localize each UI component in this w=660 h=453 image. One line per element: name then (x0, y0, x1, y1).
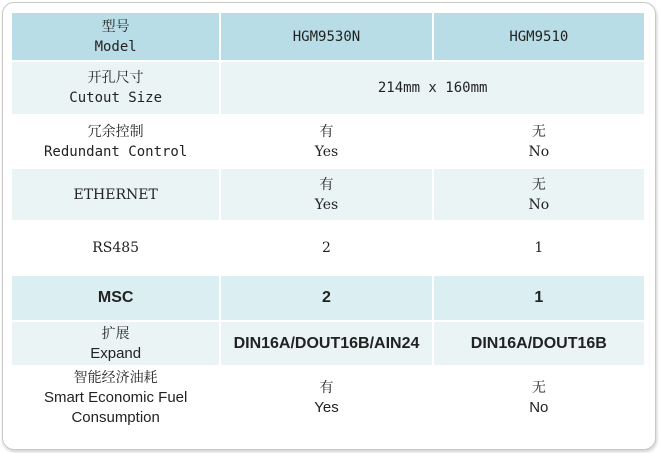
table-row-rs485 (12, 222, 644, 274)
cutout-label-cell (12, 62, 219, 114)
table-row-cutout (12, 62, 644, 114)
redundant-col2-cn: 无 (531, 123, 546, 140)
fuel-label-cn: 智能经济油耗 (73, 370, 158, 386)
model-label-en: Model (94, 38, 137, 55)
ethernet-col1-en: Yes (314, 196, 339, 213)
redundant-label-cn: 冗余控制 (87, 123, 144, 140)
ethernet-label-cell: ETHERNET (12, 169, 219, 220)
spec-comparison-table (10, 11, 646, 431)
ethernet-col2-en: No (528, 196, 550, 213)
cutout-size-value: 214mm x 160mm (221, 62, 644, 114)
redundant-col1-en: Yes (314, 143, 339, 160)
fuel-label-en-line1: Smart Economic Fuel (43, 389, 188, 406)
fuel-col2-en: No (529, 399, 549, 416)
msc-col1-cell: 2 (221, 276, 431, 320)
expand-label-en: Expand (90, 344, 142, 362)
ethernet-col2-cell (434, 169, 644, 220)
model-header-cell (12, 13, 219, 60)
table-row-fuel (12, 367, 644, 429)
fuel-col1-en: Yes (314, 399, 339, 416)
fuel-label-cell (12, 367, 219, 429)
expand-label-cell (12, 322, 219, 365)
fuel-col2-cn: 无 (531, 380, 546, 396)
redundant-col1-cn: 有 (319, 123, 334, 140)
redundant-col1-cell (221, 116, 431, 167)
redundant-label-en: Redundant Control (44, 143, 188, 160)
expand-col1-cell: DIN16A/DOUT16B/AIN24 (221, 322, 431, 365)
table-row-expand (12, 322, 644, 365)
expand-label-cn: 扩展 (101, 325, 130, 342)
ethernet-col1-cell (221, 169, 431, 220)
fuel-col1-cn: 有 (319, 380, 334, 396)
redundant-col2-cell (434, 116, 644, 167)
rs485-label-cell: RS485 (12, 222, 219, 274)
ethernet-col1-cn: 有 (319, 176, 334, 193)
cutout-label-cn: 开孔尺寸 (87, 70, 144, 86)
table-row-msc (12, 276, 644, 320)
rs485-col2-cell: 1 (434, 222, 644, 274)
table-row-ethernet (12, 169, 644, 220)
redundant-label-cell (12, 116, 219, 167)
fuel-col1-cell (221, 367, 431, 429)
model-col2-header: HGM9510 (434, 13, 644, 60)
ethernet-col2-cn: 无 (531, 176, 546, 193)
header-row (12, 13, 644, 60)
cutout-label-en: Cutout Size (69, 90, 163, 106)
fuel-col2-cell (434, 367, 644, 429)
msc-label-cell: MSC (12, 276, 219, 320)
model-col1-header: HGM9530N (221, 13, 431, 60)
table-row-redundant (12, 116, 644, 167)
fuel-label-en-line2: Consumption (71, 409, 160, 426)
rs485-col1-cell: 2 (221, 222, 431, 274)
expand-col2-cell: DIN16A/DOUT16B (434, 322, 644, 365)
redundant-col2-en: No (528, 143, 550, 160)
msc-col2-cell: 1 (434, 276, 644, 320)
model-label-cn: 型号 (101, 18, 130, 35)
